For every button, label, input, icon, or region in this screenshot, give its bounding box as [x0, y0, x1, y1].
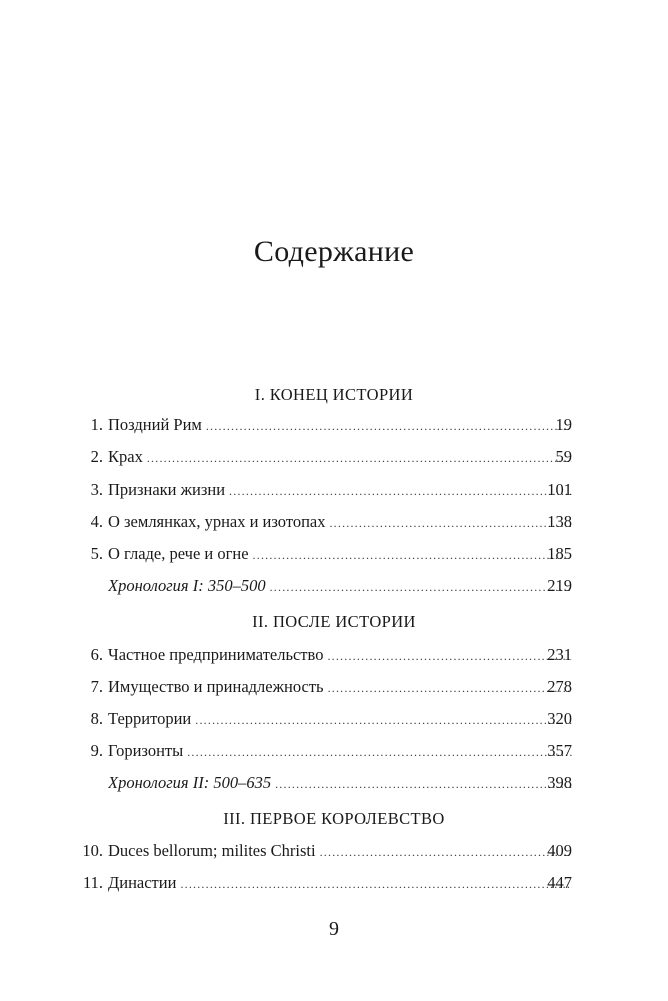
entry-title: Имущество и принадлежность: [108, 677, 324, 696]
entry-title: Династии: [108, 873, 177, 892]
entry-title: О гладе, рече и огне: [108, 544, 249, 563]
entry-page-number: 278: [547, 677, 572, 696]
toc-entry[interactable]: [0, 676, 668, 698]
page-title: Содержание: [253, 235, 415, 268]
toc-entry[interactable]: [0, 872, 668, 894]
dot-leader: [147, 447, 572, 469]
entry-number: 7.: [90, 677, 103, 696]
entry-title: Хронология I: 350–500: [108, 576, 266, 595]
toc-entry[interactable]: [0, 479, 668, 501]
entry-number: 10.: [82, 841, 103, 860]
entry-page-number: 185: [547, 544, 572, 563]
toc-entry[interactable]: [0, 511, 668, 533]
entry-title: Duces bellorum; milites Christi: [108, 841, 316, 860]
entry-page-number: 59: [555, 447, 572, 466]
toc-entry[interactable]: [0, 740, 668, 762]
entry-page-number: 447: [547, 873, 572, 892]
toc-entry[interactable]: [0, 446, 668, 468]
dot-leader: [329, 512, 572, 534]
section-heading-1: I. КОНЕЦ ИСТОРИИ: [254, 385, 414, 404]
entry-body: [108, 740, 572, 763]
entry-body: [108, 772, 572, 795]
dot-leader: [270, 576, 572, 598]
entry-number: 1.: [90, 415, 103, 434]
entry-title: Хронология II: 500–635: [108, 773, 272, 792]
dot-leader: [327, 645, 572, 667]
entry-page-number: 409: [547, 841, 572, 860]
dot-leader: [206, 415, 572, 437]
entry-page-number: 357: [547, 741, 572, 760]
toc-entry[interactable]: [0, 644, 668, 666]
entry-title: Крах: [108, 447, 143, 466]
entry-number: 5.: [90, 544, 103, 563]
entry-body: [108, 644, 572, 667]
entry-page-number: 231: [547, 645, 572, 664]
toc-entry-chronology[interactable]: [0, 772, 668, 794]
entry-page-number: 19: [555, 415, 572, 434]
entry-title: Частное предпринимательство: [108, 645, 324, 664]
entry-number: 6.: [90, 645, 103, 664]
entry-title: Горизонты: [108, 741, 184, 760]
entry-body: [108, 840, 572, 863]
section-heading-2: II. ПОСЛЕ ИСТОРИИ: [252, 612, 416, 631]
entry-body: [108, 414, 572, 437]
entry-body: [108, 511, 572, 534]
entry-number: 11.: [82, 873, 103, 892]
dot-leader: [275, 773, 572, 795]
entry-title: Признаки жизни: [108, 480, 226, 499]
entry-body: [108, 575, 572, 598]
entry-title: Поздний Рим: [108, 415, 202, 434]
entry-number: 9.: [90, 741, 103, 760]
dot-leader: [328, 677, 572, 699]
toc-entry-chronology[interactable]: [0, 575, 668, 597]
entry-body: [108, 479, 572, 502]
toc-entry[interactable]: [0, 840, 668, 862]
entry-page-number: 138: [547, 512, 572, 531]
entry-number: 4.: [90, 512, 103, 531]
dot-leader: [187, 741, 572, 763]
toc-entry[interactable]: [0, 708, 668, 730]
dot-leader: [320, 841, 572, 863]
toc-entry[interactable]: [0, 414, 668, 436]
dot-leader: [195, 709, 572, 731]
entry-body: [108, 543, 572, 566]
entry-number: 2.: [90, 447, 103, 466]
dot-leader: [180, 873, 572, 895]
entry-body: [108, 446, 572, 469]
entry-number: 8.: [90, 709, 103, 728]
toc-entry[interactable]: [0, 543, 668, 565]
entry-page-number: 101: [547, 480, 572, 499]
entry-body: [108, 872, 572, 895]
entry-title: О землянках, урнах и изотопах: [108, 512, 326, 531]
entry-title: Территории: [108, 709, 192, 728]
entry-number: 3.: [90, 480, 103, 499]
entry-body: [108, 708, 572, 731]
entry-page-number: 398: [547, 773, 572, 792]
entry-page-number: 219: [547, 576, 572, 595]
dot-leader: [229, 480, 572, 502]
dot-leader: [253, 544, 572, 566]
page-number: 9: [329, 918, 339, 940]
entry-page-number: 320: [547, 709, 572, 728]
entry-body: [108, 676, 572, 699]
section-heading-3: III. ПЕРВОЕ КОРОЛЕВСТВО: [223, 809, 445, 828]
